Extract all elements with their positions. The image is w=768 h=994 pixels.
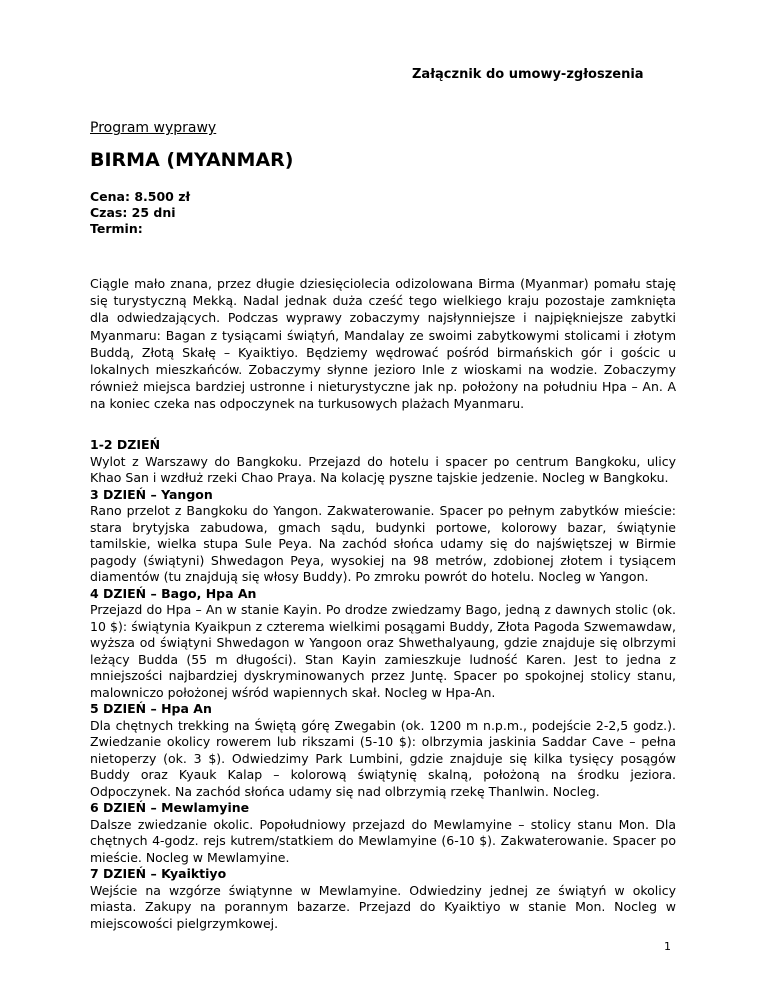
- day-entry: [90, 800, 676, 866]
- page-number: 1: [664, 940, 671, 953]
- intro-paragraph: Ciągle mało znana, przez długie dziesięciolecia odizolowana Birma (Myanmar) pomału staję się turystyczną Mekką. Nadal jednak duża cześć tego wielkiego kraju pozostaje zamknięta dla odwiedzających. Podczas wyprawy zobaczymy najsłynniejsze i najpiękniejsze zabytki Myanmaru: Bagan z tysiącami świątyń, Mandalay ze swoimi zabytkowymi stolicami i złotym Buddą, Złotą Skałę – Kyaiktiyo. Będziemy wędrować pośród birmańskich gór i gościc u lokalnych mieszkańców. Zobaczymy słynne jezioro Inle z wioskami na wodzie. Zobaczymy również miejsca bardziej ustronne i nieturystyczne jak np. położony na południu Hpa – An. A na koniec czeka nas odpoczynek na turkusowych plażach Myanmaru.: [90, 276, 676, 412]
- day-entry: [90, 586, 676, 702]
- day-text: Wejście na wzgórze świątynne w Mewlamyine. Odwiedziny jednej ze świątyń w okolicy miasta. Zakupy na porannym bazarze. Przejazd do Kyaiktiyo w stanie Mon. Nocleg w miejscowości pielgrzymkowej.: [90, 882, 676, 931]
- day-entry: [90, 866, 676, 932]
- document-title: BIRMA (MYANMAR): [90, 149, 294, 171]
- day-heading: 6 DZIEŃ – Mewlamyine: [90, 800, 250, 815]
- day-heading: 5 DZIEŃ – Hpa An: [90, 701, 212, 716]
- trip-meta: [90, 189, 190, 237]
- day-heading: 7 DZIEŃ – Kyaiktiyo: [90, 866, 227, 881]
- day-text: Przejazd do Hpa – An w stanie Kayin. Po drodze zwiedzamy Bago, jedną z dawnych stolic (ok. 10 $): świątynia Kyaikpun z czterema wielkimi posągami Buddy, Złota Pagoda Szwemawdaw, wyższa od świątyni Shwedagon w Yangoon oraz Shwethalyaung, gdzie znajduje się olbrzymi leżący Budda (55 m długości). Stan Kayin zamieszkuje ludność Karen. Jest to jedna z mniejszości najbardziej dyskryminowanych przez Juntę. Spacer po spokojnej stolicy stanu, malowniczo położonej wśród wapiennych skał. Nocleg w Hpa-An.: [90, 602, 676, 700]
- day-heading: 4 DZIEŃ – Bago, Hpa An: [90, 585, 257, 601]
- day-entry: [90, 437, 676, 487]
- itinerary: [90, 437, 676, 932]
- day-entry: [90, 701, 676, 800]
- day-entry: [90, 487, 676, 586]
- price-line: Cena: 8.500 zł: [90, 189, 191, 204]
- duration-line: Czas: 25 dni: [90, 205, 176, 220]
- day-heading: 1-2 DZIEŃ: [90, 437, 161, 452]
- term-line: Termin:: [90, 221, 143, 236]
- day-text: Wylot z Warszawy do Bangkoku. Przejazd do hotelu i spacer po centrum Bangkoku, ulicy Khao San i wzdłuż rzeki Chao Praya. Na kolację pyszne tajskie jedzenie. Nocleg w Bangkoku.: [90, 453, 676, 485]
- day-text: Dalsze zwiedzanie okolic. Popołudniowy przejazd do Mewlamyine – stolicy stanu Mon. Dla chętnych 4-godz. rejs kutrem/statkiem do Mewlamyine (6-10 $). Zakwaterowanie. Spacer po mieście. Nocleg w Mewlamyine.: [90, 816, 676, 865]
- day-text: Rano przelot z Bangkoku do Yangon. Zakwaterowanie. Spacer po pełnym zabytków mieście: stara brytyjska zabudowa, gmach sądu, budynki portowe, kolorowy bazar, świątynie tamilskie, wielka stupa Sule Peya. Na zachód słońca udamy się do najświętszej w Birmie pagody (świątyni) Shwedagon Peya, wysokiej na 98 metrów, zdobionej złotem i tysiącem diamentów (tu znajdują się włosy Buddy). Po zmroku powrót do hotelu. Nocleg w Yangon.: [90, 503, 676, 584]
- program-label: Program wyprawy: [90, 120, 217, 136]
- day-text: Dla chętnych trekking na Świętą górę Zwegabin (ok. 1200 m n.p.m., podejście 2-2,5 godz.). Zwiedzanie okolicy rowerem lub rikszami (5-10 $): olbrzymia jaskinia Saddar Cave – pełna nietoperzy (ok. 3 $). Odwiedzimy Park Lumbini, gdzie znajduje się kilka tysięcy posągów Buddy oraz Kyauk Kalap – kolorową świątynię skalną, położoną na środku jeziora. Odpoczynek. Na zachód słońca udamy się nad olbrzymią rzekę Thanlwin. Nocleg.: [90, 717, 676, 799]
- day-heading: 3 DZIEŃ – Yangon: [90, 486, 213, 502]
- annex-header: Załącznik do umowy-zgłoszenia: [412, 67, 644, 82]
